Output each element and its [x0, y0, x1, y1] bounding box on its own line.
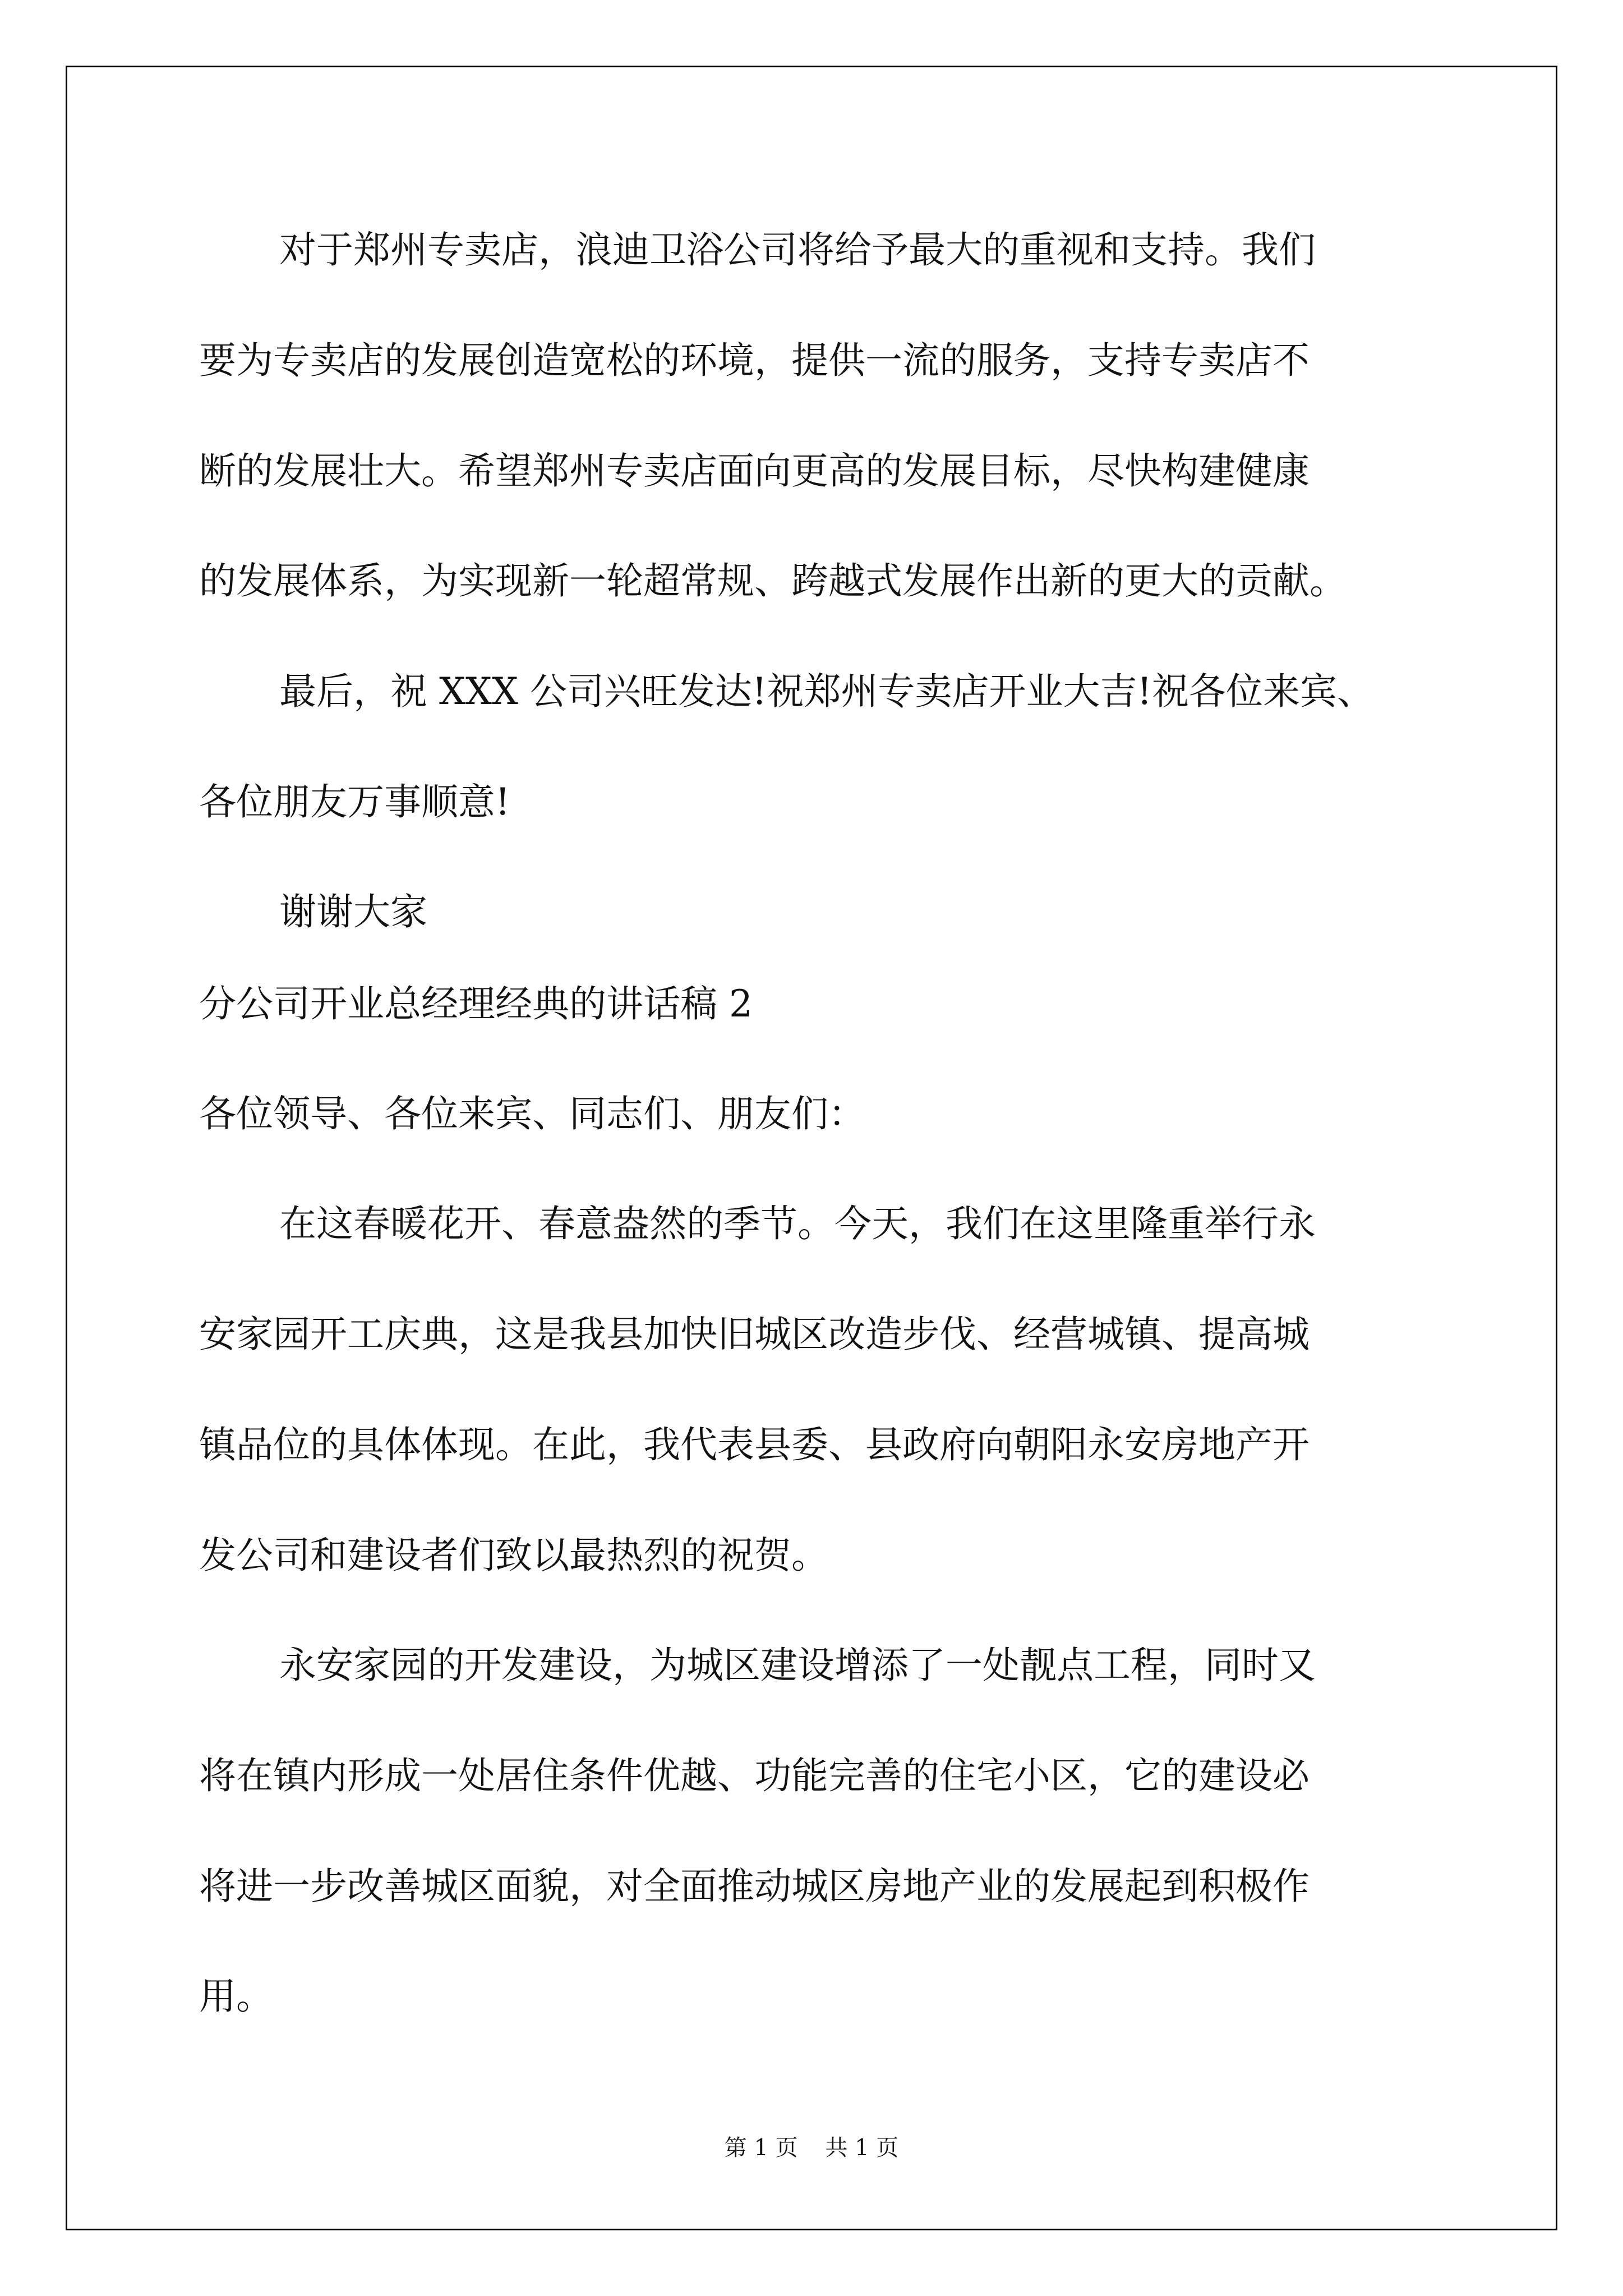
paragraph-line: 最后，祝 XXX 公司兴旺发达!祝郑州专卖店开业大吉!祝各位来宾、: [279, 670, 1374, 713]
paragraph-line: 发公司和建设者们致以最热烈的祝贺。: [199, 1534, 828, 1577]
paragraph-line: 安家园开工庆典，这是我县加快旧城区改造步伐、经营城镇、提高城: [199, 1313, 1310, 1356]
paragraph-line: 要为专卖店的发展创造宽松的环境，提供一流的服务，支持专卖店不: [199, 339, 1310, 382]
page-total: 共 1 页: [825, 2135, 899, 2161]
paragraph-line: 将在镇内形成一处居住条件优越、功能完善的住宅小区，它的建设必: [199, 1754, 1310, 1797]
salutation: 各位领导、各位来宾、同志们、朋友们：: [199, 1092, 865, 1135]
paragraph-line: 谢谢大家: [279, 890, 427, 933]
paragraph-line: 各位朋友万事顺意!: [199, 780, 510, 823]
paragraph-line: 断的发展壮大。希望郑州专卖店面向更高的发展目标，尽快构建健康: [199, 449, 1310, 493]
paragraph-line: 镇品位的具体体现。在此，我代表县委、县政府向朝阳永安房地产开: [199, 1423, 1310, 1466]
paragraph-line: 用。: [199, 1975, 273, 2018]
section-heading: 分公司开业总经理经典的讲话稿 2: [199, 982, 753, 1025]
paragraph-line: 对于郑州专卖店，浪迪卫浴公司将给予最大的重视和支持。我们: [279, 228, 1316, 272]
page-number: 第 1 页: [724, 2135, 798, 2161]
paragraph-line: 将进一步改善城区面貌，对全面推动城区房地产业的发展起到积极作: [199, 1865, 1310, 1908]
paragraph-line: 的发展体系，为实现新一轮超常规、跨越式发展作出新的更大的贡献。: [199, 559, 1347, 602]
paragraph-line: 在这春暖花开、春意盎然的季节。今天，我们在这里隆重举行永: [279, 1202, 1316, 1245]
page-footer: [0, 2134, 1623, 2162]
paragraph-line: 永安家园的开发建设，为城区建设增添了一处靓点工程，同时又: [279, 1644, 1316, 1687]
